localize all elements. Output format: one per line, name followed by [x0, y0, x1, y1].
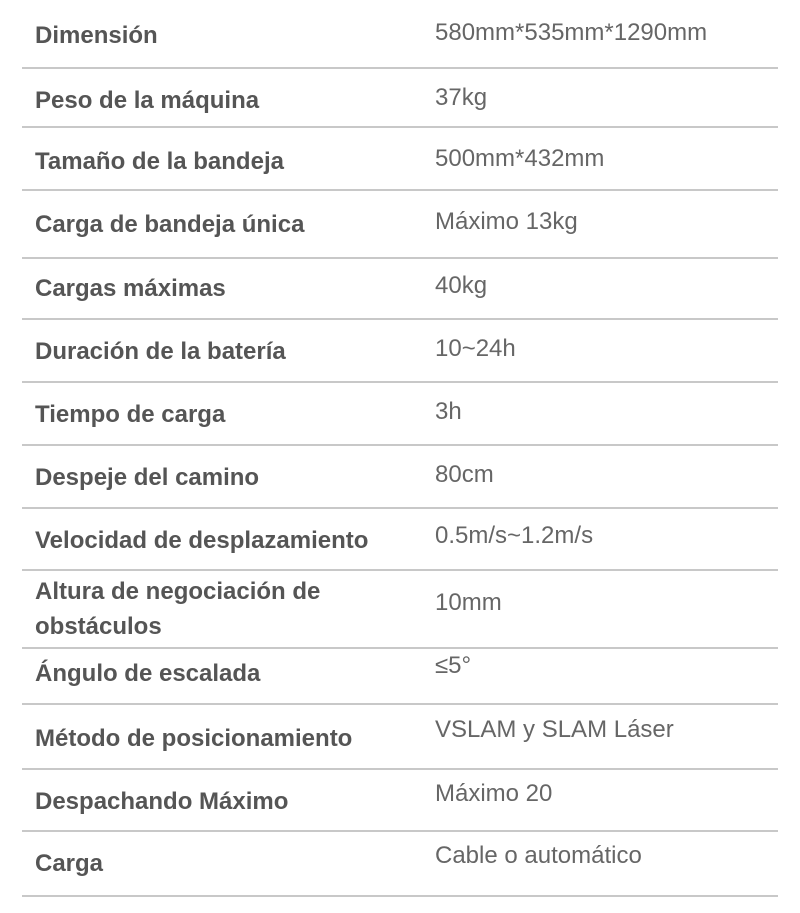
spec-row-path-clearance [22, 446, 778, 509]
spec-label: Altura de negociación de obstáculos [35, 578, 321, 640]
spec-row-dimension [22, 0, 778, 69]
spec-value: 10mm [435, 589, 502, 616]
spec-label: Ángulo de escalada [35, 660, 261, 687]
spec-row-climbing-angle [22, 649, 778, 705]
spec-value: 40kg [435, 272, 488, 299]
spec-label: Método de posicionamiento [35, 725, 353, 752]
spec-row-charging [22, 832, 778, 897]
spec-value: 10~24h [435, 335, 516, 362]
spec-row-travel-speed [22, 509, 778, 571]
spec-value: 580mm*535mm*1290mm [435, 19, 708, 46]
specifications-table [22, 0, 778, 897]
spec-row-tray-size [22, 128, 778, 191]
spec-value: Cable o automático [435, 842, 642, 869]
spec-row-single-tray-load [22, 191, 778, 259]
spec-row-obstacle-height [22, 571, 778, 649]
spec-row-weight [22, 69, 778, 128]
spec-row-max-loads [22, 259, 778, 320]
spec-value: 0.5m/s~1.2m/s [435, 522, 594, 549]
spec-row-battery-life [22, 320, 778, 383]
spec-value: ≤5° [435, 652, 472, 679]
spec-row-charging-time [22, 383, 778, 446]
spec-value: 500mm*432mm [435, 145, 605, 172]
spec-value: Máximo 13kg [435, 208, 578, 235]
spec-label: Despachando Máximo [35, 788, 289, 815]
spec-value: Máximo 20 [435, 780, 553, 807]
spec-label: Carga de bandeja única [35, 211, 305, 238]
spec-label: Duración de la batería [35, 338, 286, 365]
spec-label: Carga [35, 850, 104, 877]
spec-label: Despeje del camino [35, 464, 260, 491]
spec-label: Tiempo de carga [35, 401, 226, 428]
spec-row-positioning-method [22, 705, 778, 770]
spec-value: VSLAM y SLAM Láser [435, 716, 674, 743]
spec-value: 37kg [435, 84, 488, 111]
spec-label: Velocidad de desplazamiento [35, 527, 369, 554]
spec-label: Cargas máximas [35, 275, 226, 302]
spec-label: Dimensión [35, 22, 158, 49]
spec-label: Peso de la máquina [35, 87, 260, 114]
spec-value: 80cm [435, 461, 494, 488]
spec-value: 3h [435, 398, 462, 425]
spec-label: Tamaño de la bandeja [35, 148, 284, 175]
spec-row-max-dispatching [22, 770, 778, 832]
